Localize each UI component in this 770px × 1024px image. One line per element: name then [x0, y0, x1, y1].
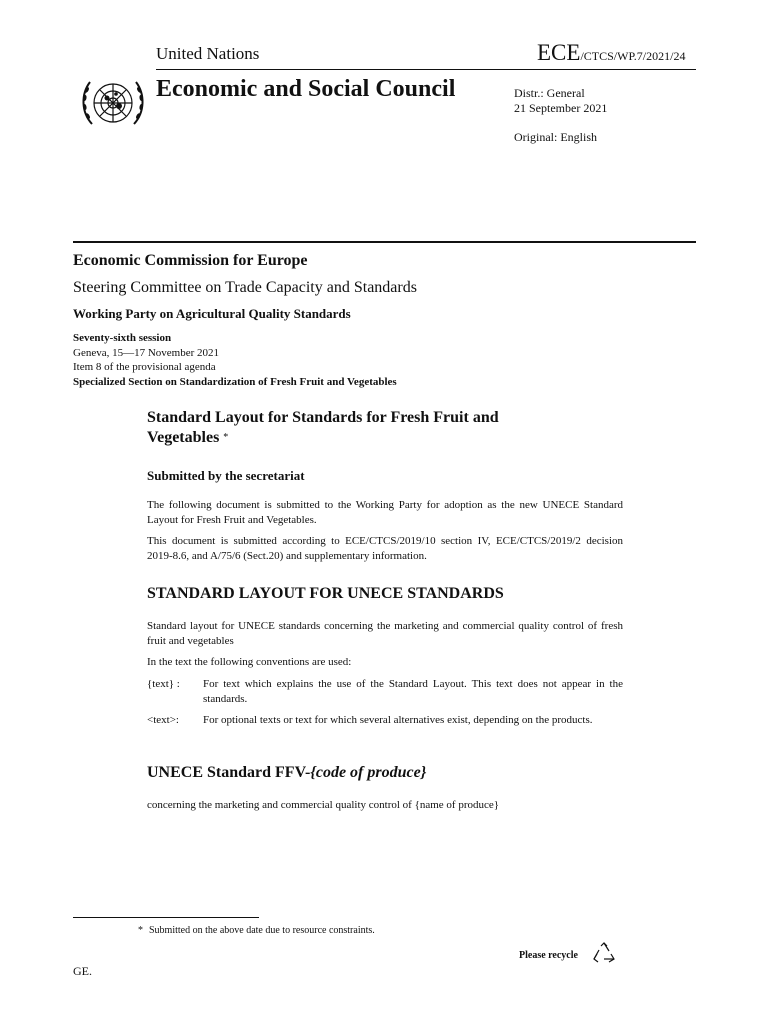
working-party-name: Working Party on Agricultural Quality Standards: [73, 306, 351, 321]
ge-number: GE.: [73, 964, 92, 978]
council-title: Economic and Social Council: [156, 76, 456, 102]
commission-name: Economic Commission for Europe: [73, 252, 308, 269]
footnote-text: Submitted on the above date due to resource constraints.: [149, 925, 375, 936]
convention-term: <text>:: [147, 714, 179, 726]
distribution: Distr.: General: [514, 86, 585, 100]
header-rule: [156, 69, 696, 70]
intro-paragraph-1: The following document is submitted to the Working Party for adoption as the new UNECE Standard Layout for Fresh Fruit and Vegetables.: [147, 499, 623, 526]
intro-paragraph-2: This document is submitted according to ECE/CTCS/2019/10 section IV, ECE/CTCS/2019/2 decision 2019-8.6, and A/75/6 (Sect.20) and supplementary information.: [147, 535, 623, 562]
committee-name: Steering Committee on Trade Capacity and Standards: [73, 279, 417, 296]
ffv-heading-code: {code of produce}: [310, 764, 427, 781]
convention-description: For optional texts or text for which several alternatives exist, depending on the products.: [203, 714, 593, 726]
symbol-rest: /CTCS/WP.7/2021/24: [580, 49, 686, 63]
ffv-paragraph: concerning the marketing and commercial quality control of {name of produce}: [147, 799, 500, 811]
document-date: 21 September 2021: [514, 101, 608, 115]
recycle-text: Please recycle: [519, 950, 578, 961]
document-title-text: Standard Layout for Standards for Fresh Fruit and Vegetables: [147, 409, 499, 446]
recycle-icon: [592, 942, 616, 966]
un-emblem-icon: [78, 76, 148, 136]
org-name: United Nations: [156, 44, 260, 63]
footnote-mark: *: [138, 925, 143, 936]
symbol-main: ECE: [537, 40, 581, 65]
footnote-rule: [73, 917, 259, 918]
footnote-reference[interactable]: *: [223, 432, 229, 443]
layout-paragraph-2: In the text the following conventions are used:: [147, 656, 352, 668]
ffv-heading-prefix: UNECE Standard FFV-: [147, 764, 311, 781]
footnote: [73, 925, 375, 936]
specialized-section: Specialized Section on Standardization of Fresh Fruit and Vegetables: [73, 375, 397, 388]
document-title: [147, 408, 567, 448]
original-language: Original: English: [514, 130, 597, 144]
session-info: [73, 331, 397, 389]
ffv-heading: [147, 764, 426, 782]
convention-item: [147, 677, 623, 709]
agenda-item: Item 8 of the provisional agenda: [73, 361, 216, 373]
convention-description: For text which explains the use of the Standard Layout. This text does not appear in the standards.: [203, 678, 623, 705]
section-heading-standard-layout: STANDARD LAYOUT FOR UNECE STANDARDS: [147, 585, 504, 602]
submitted-by: Submitted by the secretariat: [147, 468, 305, 483]
layout-paragraph-1: Standard layout for UNECE standards concerning the marketing and commercial quality control of fresh fruit and vegetables: [147, 620, 623, 647]
section-rule: [73, 241, 696, 243]
convention-term: {text} :: [147, 678, 180, 690]
session-place-dates: Geneva, 15—17 November 2021: [73, 346, 220, 359]
document-symbol: [537, 40, 685, 66]
convention-item: [147, 713, 623, 745]
distribution-block: [514, 86, 607, 145]
session-name: Seventy-sixth session: [73, 332, 172, 344]
